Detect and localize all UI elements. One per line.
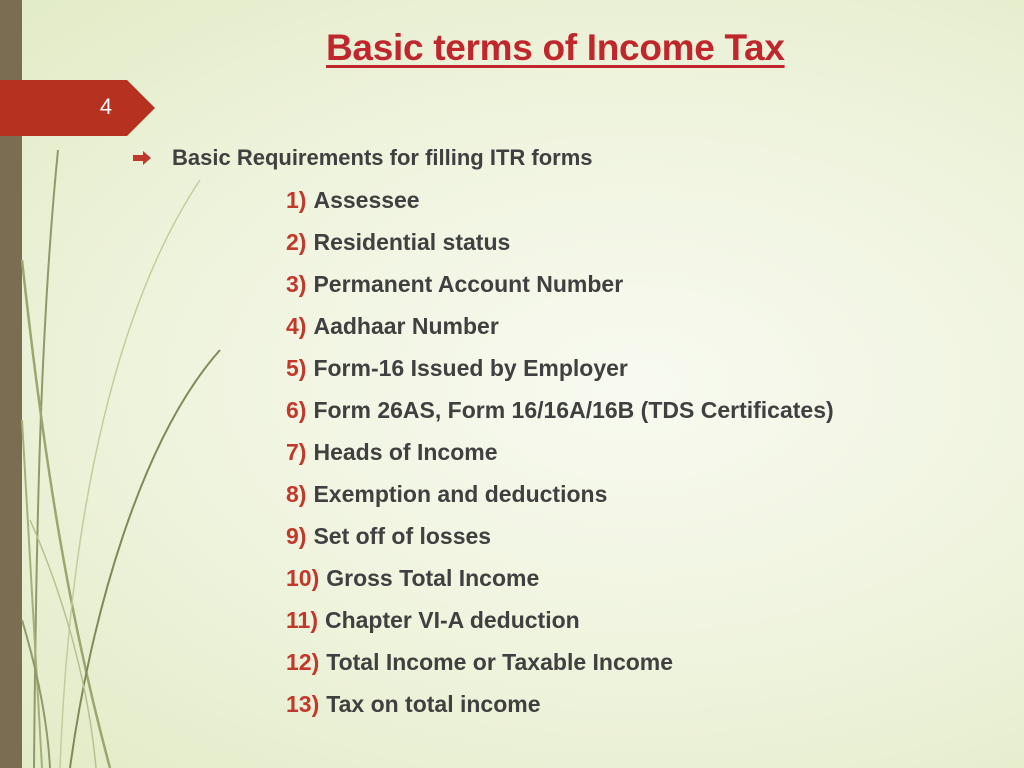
list-item <box>286 394 834 436</box>
list-item-number: 12) <box>286 649 320 675</box>
list-item <box>286 562 834 604</box>
list-item-number: 10) <box>286 565 320 591</box>
list-item-number: 5) <box>286 355 307 381</box>
slide-title: Basic terms of Income Tax <box>326 27 785 68</box>
list-item-text: Exemption and deductions <box>313 481 608 507</box>
list-item-text: Chapter VI-A deduction <box>324 607 580 633</box>
list-item-number: 2) <box>286 229 307 255</box>
slide-number: 4 <box>99 94 113 119</box>
list-item <box>286 226 834 268</box>
list-item-number: 8) <box>286 481 307 507</box>
list-item-text: Heads of Income <box>313 439 498 465</box>
list-item <box>286 646 834 688</box>
list-item-number: 9) <box>286 523 307 549</box>
list-item <box>286 352 834 394</box>
list-item-text: Total Income or Taxable Income <box>326 649 674 675</box>
list-item-text: Form-16 Issued by Employer <box>313 355 628 381</box>
list-item-number: 3) <box>286 271 307 297</box>
requirements-list <box>286 184 834 730</box>
list-item-number: 1) <box>286 187 307 213</box>
list-item-text: Form 26AS, Form 16/16A/16B (TDS Certificates) <box>313 397 834 423</box>
list-item <box>286 310 834 352</box>
bullet-text: Basic Requirements for filling ITR forms <box>172 145 593 170</box>
list-item-text: Set off of losses <box>313 523 492 549</box>
list-item-number: 11) <box>286 607 318 633</box>
list-item-text: Permanent Account Number <box>313 271 624 297</box>
list-item-text: Residential status <box>313 229 511 255</box>
slide-number-tab <box>0 80 155 136</box>
list-item <box>286 520 834 562</box>
arrow-right-icon <box>132 151 152 165</box>
list-item <box>286 436 834 478</box>
list-item-number: 13) <box>286 691 320 717</box>
list-item-text: Assessee <box>313 187 420 213</box>
list-item-text: Tax on total income <box>326 691 541 717</box>
bullet-row <box>132 144 593 172</box>
list-item <box>286 184 834 226</box>
list-item <box>286 478 834 520</box>
list-item <box>286 604 834 646</box>
list-item-number: 6) <box>286 397 307 423</box>
list-item-text: Aadhaar Number <box>313 313 499 339</box>
list-item-text: Gross Total Income <box>326 565 540 591</box>
list-item-number: 7) <box>286 439 307 465</box>
list-item <box>286 268 834 310</box>
list-item-number: 4) <box>286 313 307 339</box>
list-item <box>286 688 834 730</box>
